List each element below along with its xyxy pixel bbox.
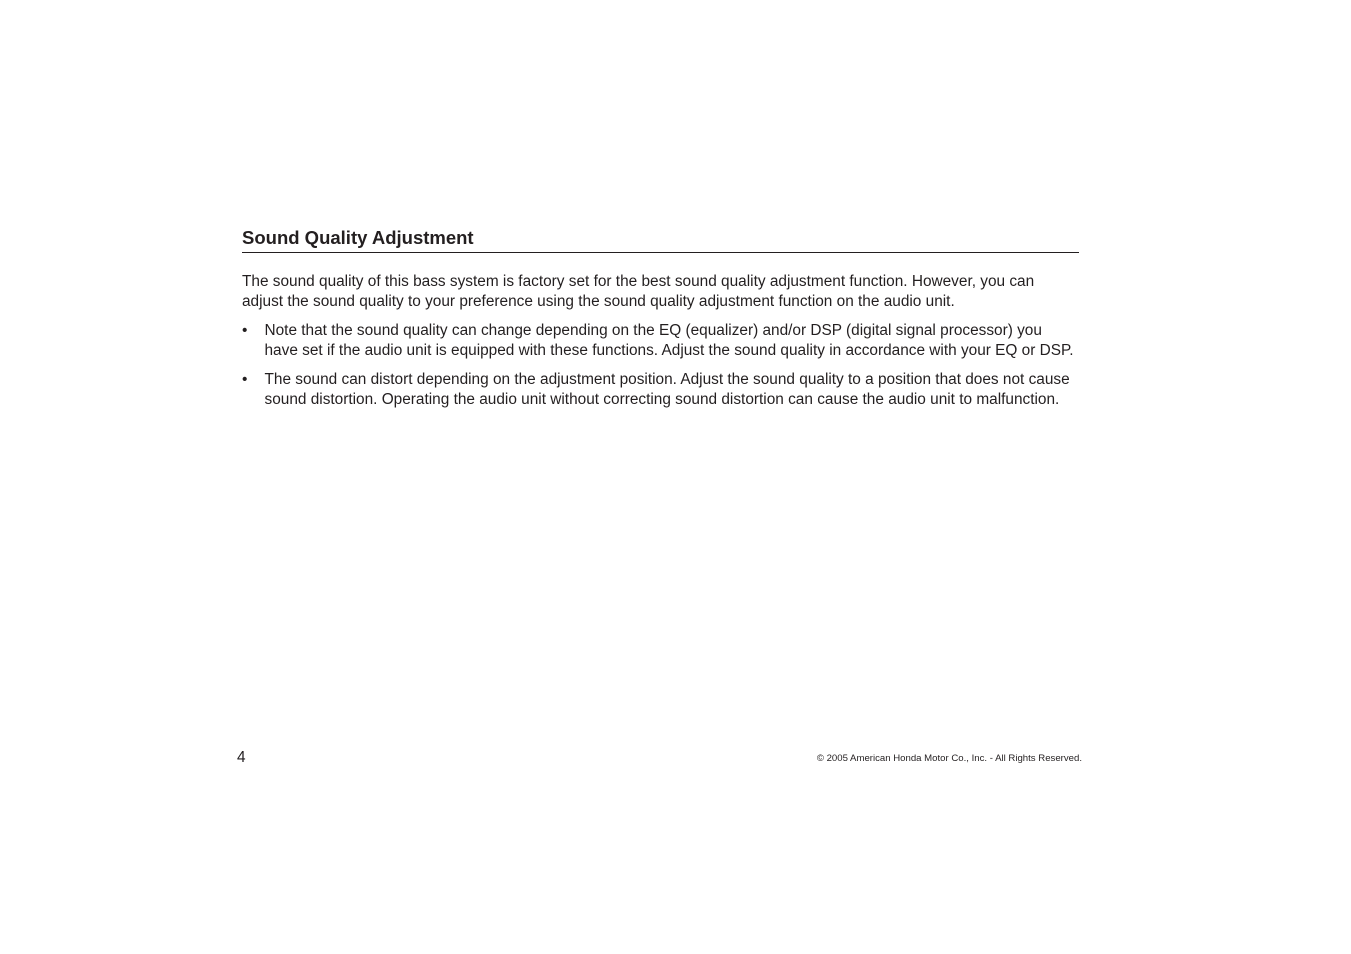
- copyright-notice: © 2005 American Honda Motor Co., Inc. - All Rights Reserved.: [816, 753, 1082, 764]
- section-title: Sound Quality Adjustment: [242, 227, 1079, 253]
- list-item: [242, 370, 1079, 409]
- bullet-text: Note that the sound quality can change depending on the EQ (equalizer) and/or DSP (digital signal processor) you have set if the audio unit is equipped with these functions. Adjust the sound quality in accordance with your EQ or DSP.: [264, 322, 1074, 359]
- intro-paragraph: The sound quality of this bass system is factory set for the best sound quality adjustment function. However, you can adjust the sound quality to your preference using the sound quality adjustment function on the audio unit.: [242, 273, 1035, 310]
- bullet-icon: •: [242, 322, 248, 340]
- bullet-text: The sound can distort depending on the adjustment position. Adjust the sound quality to a position that does not cause sound distortion. Operating the audio unit without correcting sound distortion can cause the audio unit to malfunction.: [264, 371, 1070, 408]
- bullet-icon: •: [242, 371, 248, 389]
- bullet-list: [242, 321, 1079, 409]
- list-item: [242, 321, 1079, 360]
- main-content: [242, 227, 1079, 420]
- page-number: 4: [237, 749, 246, 766]
